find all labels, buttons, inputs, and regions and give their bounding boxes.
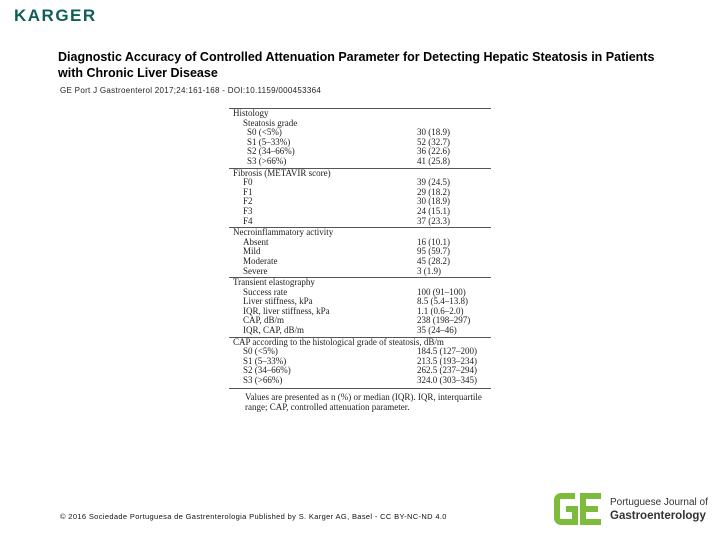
row-label: F0 <box>243 177 253 188</box>
row-label: S0 (<5%) <box>247 127 282 138</box>
row-value: 213.5 (193–234) <box>417 355 477 366</box>
section-header-label: CAP according to the histological grade of steatosis, dB/m <box>233 336 444 347</box>
row-label: Severe <box>243 265 268 276</box>
row-value: 37 (23.3) <box>417 215 450 226</box>
row-value: 100 (91–100) <box>417 286 466 297</box>
karger-logo-text: KARGER <box>14 6 97 25</box>
row-label: Moderate <box>243 255 278 266</box>
table-footnote: Values are presented as n (%) or median (IQR). IQR, interquartile range; CAP, controlled attenuation parameter. <box>245 391 482 412</box>
row-label: Steatosis grade <box>243 117 298 128</box>
table-row <box>229 207 491 217</box>
row-label: S2 (34–66%) <box>247 146 295 157</box>
row-value: 95 (59.7) <box>417 246 450 257</box>
row-value: 29 (18.2) <box>417 186 450 197</box>
row-value: 8.5 (5.4–13.8) <box>417 296 468 307</box>
row-label: Mild <box>243 246 261 257</box>
table-body <box>229 109 491 386</box>
citation: GE Port J Gastroenterol 2017;24:161-168 - DOI:10.1159/000453364 <box>60 86 322 95</box>
data-table <box>229 108 491 412</box>
table-row <box>229 326 491 336</box>
row-label: CAP, dB/m <box>243 315 285 326</box>
slide-title: Diagnostic Accuracy of Controlled Attenuation Parameter for Detecting Hepatic Steatosis in Patients with Chronic Liver Disease <box>58 50 655 80</box>
row-label: S0 (<5%) <box>243 346 278 357</box>
row-value: 52 (32.7) <box>417 136 450 147</box>
row-value: 184.5 (127–200) <box>417 346 477 357</box>
row-value: 35 (24–46) <box>417 325 457 336</box>
row-value: 3 (1.9) <box>417 265 441 276</box>
karger-logo <box>14 6 97 26</box>
row-label: S1 (5–33%) <box>247 136 291 147</box>
row-label: Success rate <box>243 286 288 297</box>
table-row <box>229 197 491 207</box>
table-row <box>229 157 491 167</box>
row-label: F1 <box>243 186 253 197</box>
row-value: 1.1 (0.6–2.0) <box>417 305 464 316</box>
journal-logo <box>553 490 713 528</box>
row-label: F3 <box>243 205 253 216</box>
table-row <box>229 376 491 386</box>
row-value: 238 (198–297) <box>417 315 471 326</box>
row-label: F4 <box>243 215 253 226</box>
journal-name-line2: Gastroenterology <box>610 510 706 522</box>
section-header <box>229 169 491 179</box>
table-row <box>229 257 491 267</box>
row-label: S2 (34–66%) <box>243 365 291 376</box>
row-value: 16 (10.1) <box>417 236 450 247</box>
row-value: 45 (28.2) <box>417 255 450 266</box>
row-value: 262.5 (237–294) <box>417 365 477 376</box>
row-label: S3 (>66%) <box>243 375 283 386</box>
row-label: S1 (5–33%) <box>243 355 287 366</box>
table-row <box>229 238 491 248</box>
row-value: 324.0 (303–345) <box>417 375 477 386</box>
section-header-label: Transient elastography <box>233 277 315 288</box>
journal-name-line1: Portuguese Journal of <box>610 497 708 508</box>
row-label: S3 (>66%) <box>247 155 287 166</box>
row-value: 30 (18.9) <box>417 127 450 138</box>
table-row <box>229 267 491 277</box>
row-label: F2 <box>243 196 253 207</box>
row-value: 36 (22.6) <box>417 146 450 157</box>
row-label: IQR, liver stiffness, kPa <box>243 305 330 316</box>
section-header-label: Necroinflammatory activity <box>233 227 334 238</box>
row-label: IQR, CAP, dB/m <box>243 325 305 336</box>
row-value: 41 (25.8) <box>417 155 450 166</box>
table-row <box>229 178 491 188</box>
row-value: 39 (24.5) <box>417 177 450 188</box>
section-header-label: Fibrosis (METAVIR score) <box>233 167 331 178</box>
row-value: 24 (15.1) <box>417 205 450 216</box>
table-row <box>229 188 491 198</box>
row-label: Absent <box>243 236 269 247</box>
table-row <box>229 217 491 227</box>
section-header-label: Histology <box>233 108 269 118</box>
row-label: Liver stiffness, kPa <box>243 296 313 307</box>
journal-mark-icon <box>553 490 605 528</box>
copyright-notice: © 2016 Sociedade Portuguesa de Gastrenterologia Published by S. Karger AG, Basel - CC BY-NC-ND 4.0 <box>60 512 447 521</box>
row-value: 30 (18.9) <box>417 196 450 207</box>
